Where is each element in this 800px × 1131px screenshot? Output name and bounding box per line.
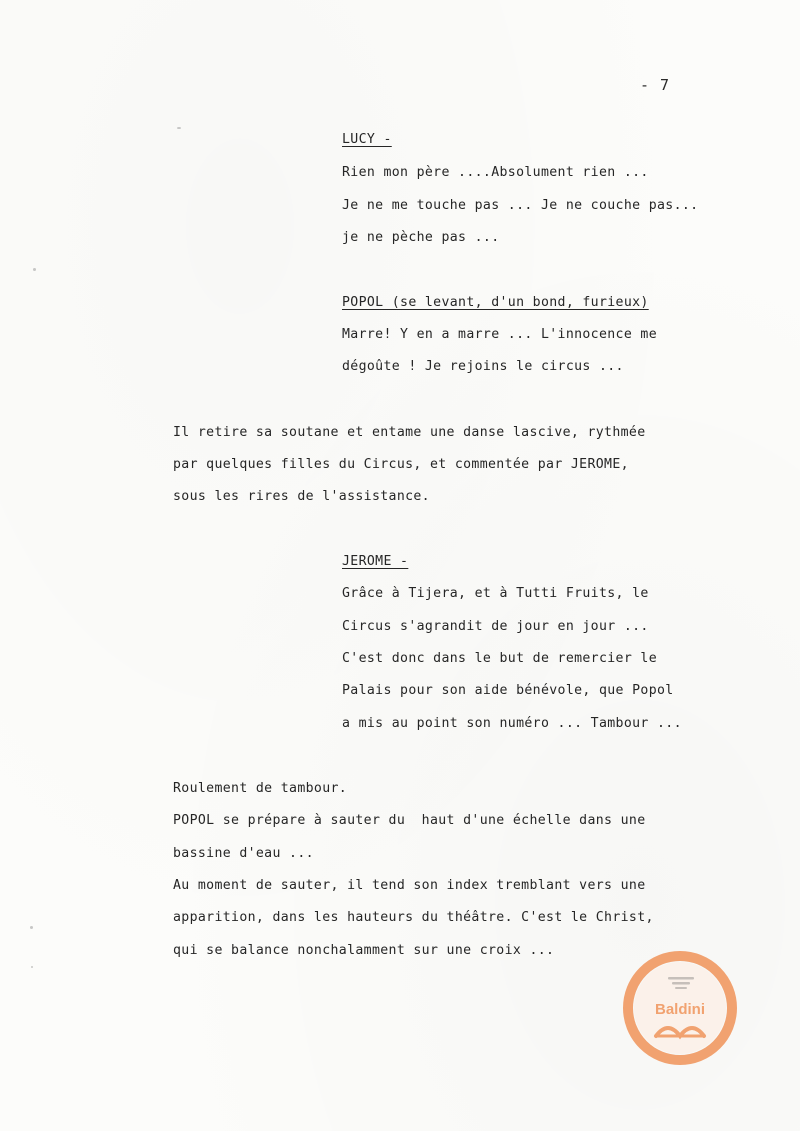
dialogue-line: a mis au point son numéro ... Tambour ... — [342, 716, 682, 731]
speaker-jerome: JEROME - — [342, 554, 409, 569]
dialogue-line: Circus s'agrandit de jour en jour ... — [342, 619, 649, 634]
library-stamp-logo — [622, 950, 738, 1066]
dialogue-line: Je ne me touche pas ... Je ne couche pas... — [342, 198, 699, 213]
stage-direction-line: qui se balance nonchalamment sur une croix ... — [173, 943, 555, 958]
stage-direction-line: Au moment de sauter, il tend son index tremblant vers une — [173, 878, 646, 893]
dialogue-line: Marre! Y en a marre ... L'innocence me — [342, 327, 658, 342]
dialogue-line: je ne pèche pas ... — [342, 230, 500, 245]
stage-direction-line: par quelques filles du Circus, et commentée par JEROME, — [173, 457, 629, 472]
stage-direction-line: Roulement de tambour. — [173, 781, 348, 796]
speaker-lucy: LUCY - — [342, 132, 392, 147]
scan-speck — [177, 127, 181, 129]
svg-text:Baldini: Baldini — [654, 1001, 706, 1018]
stage-direction-line: POPOL se prépare à sauter du haut d'une échelle dans une — [173, 813, 646, 828]
dialogue-line: Rien mon père ....Absolument rien ... — [342, 165, 649, 180]
dialogue-line: Grâce à Tijera, et à Tutti Fruits, le — [342, 586, 649, 601]
stage-direction-line: sous les rires de l'assistance. — [173, 489, 430, 504]
stage-direction-line: apparition, dans les hauteurs du théâtre. C'est le Christ, — [173, 910, 654, 925]
dialogue-line: Palais pour son aide bénévole, que Popol — [342, 683, 674, 698]
scan-speck — [30, 926, 33, 929]
scan-speck — [31, 966, 33, 968]
stage-direction-line: Il retire sa soutane et entame une danse lascive, rythmée — [173, 425, 646, 440]
dialogue-line: C'est donc dans le but de remercier le — [342, 651, 658, 666]
scan-speck — [33, 268, 36, 271]
page-number: - 7 — [640, 76, 671, 94]
speaker-popol: POPOL (se levant, d'un bond, furieux) — [342, 295, 649, 310]
dialogue-line: dégoûte ! Je rejoins le circus ... — [342, 359, 624, 374]
stage-direction-line: bassine d'eau ... — [173, 846, 314, 861]
